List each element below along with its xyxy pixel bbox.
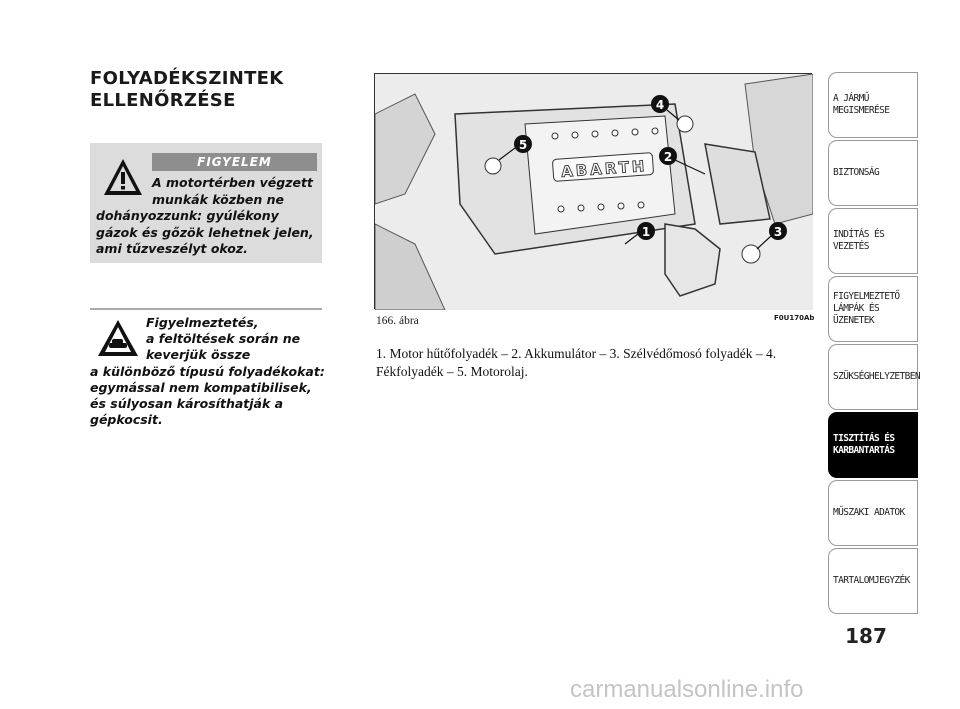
- tab-figyelmezteto-lampak[interactable]: [828, 276, 918, 342]
- tab-szukseghelyzetben[interactable]: [828, 344, 921, 410]
- engine-figure: [374, 73, 812, 309]
- callout-4: [651, 95, 669, 113]
- page-number: 187: [845, 624, 887, 648]
- callout-5: [514, 135, 532, 153]
- tab-label: MŰSZAKI ADATOK: [833, 507, 905, 518]
- watermark: carmanualsonline.info: [570, 676, 804, 703]
- note-rest: a különböző típusú folyadékokat: egymással nem kompatibilisek, és súlyosan károsíthatják a gépkocsit.: [90, 363, 325, 428]
- note-text: [90, 315, 325, 428]
- tab-a-jarmu-megismerese[interactable]: [828, 72, 918, 138]
- tab-label: BIZTONSÁG: [833, 167, 880, 178]
- callout-1-label: 1: [641, 225, 651, 239]
- tab-label: TARTALOMJEGYZÉK: [833, 575, 910, 586]
- callout-3-label: 3: [773, 225, 783, 239]
- tab-tartalomjegyzek[interactable]: [828, 548, 918, 614]
- warning-text-rest: dohányozzunk: gyúlékony gázok és gőzök lehetnek jelen, ami tűzveszélyt okoz.: [96, 208, 314, 256]
- note-line1: Figyelmeztetés,: [146, 315, 259, 330]
- callout-3: [769, 222, 787, 240]
- warning-text-line1: A motortérben végzett: [152, 175, 313, 190]
- callout-5-label: 5: [518, 138, 528, 152]
- tab-label: TISZTÍTÁS ÉS KARBANTARTÁS: [833, 433, 895, 456]
- warning-text-line2: munkák közben ne: [152, 191, 285, 207]
- note-line3: keverjük össze: [146, 347, 251, 363]
- callout-4-label: 4: [655, 98, 665, 112]
- callout-1: [637, 222, 655, 240]
- page-title-line1: FOLYADÉKSZINTEK: [90, 68, 284, 89]
- page-title-line2: ELLENŐRZÉSE: [90, 90, 236, 111]
- tab-muszaki-adatok[interactable]: [828, 480, 918, 546]
- callout-2: [659, 147, 677, 165]
- page-title: [90, 68, 340, 112]
- callout-2-label: 2: [663, 150, 673, 164]
- tab-inditas-es-vezetes[interactable]: [828, 208, 918, 274]
- tab-label: A JÁRMŰ MEGISMERÉSE: [833, 93, 890, 116]
- figure-code: F0U170Ab: [774, 314, 815, 322]
- figure-label: 166. ábra: [376, 315, 419, 327]
- tab-label: FIGYELMEZTETŐ LÁMPÁK ÉS ÜZENETEK: [833, 291, 900, 326]
- warning-header: FIGYELEM: [152, 153, 317, 171]
- note-divider: [90, 308, 322, 310]
- note-line2: a feltöltések során ne: [146, 331, 301, 347]
- figure-brand-text: ABARTH: [560, 156, 648, 181]
- tab-tisztitas-es-karbantartas[interactable]: [828, 412, 918, 478]
- tab-label: INDÍTÁS ÉS VEZETÉS: [833, 229, 885, 252]
- tab-label: SZÜKSÉGHELYZETBEN: [833, 371, 921, 382]
- tab-biztonsag[interactable]: [828, 140, 918, 206]
- figure-caption: 1. Motor hűtőfolyadék – 2. Akkumulátor – 3. Szélvédőmosó folyadék – 4. Fékfolyadék – 5. Motorolaj.: [376, 346, 777, 379]
- warning-box: [90, 143, 322, 263]
- warning-text: [90, 175, 322, 258]
- engine-illustration: [375, 74, 813, 310]
